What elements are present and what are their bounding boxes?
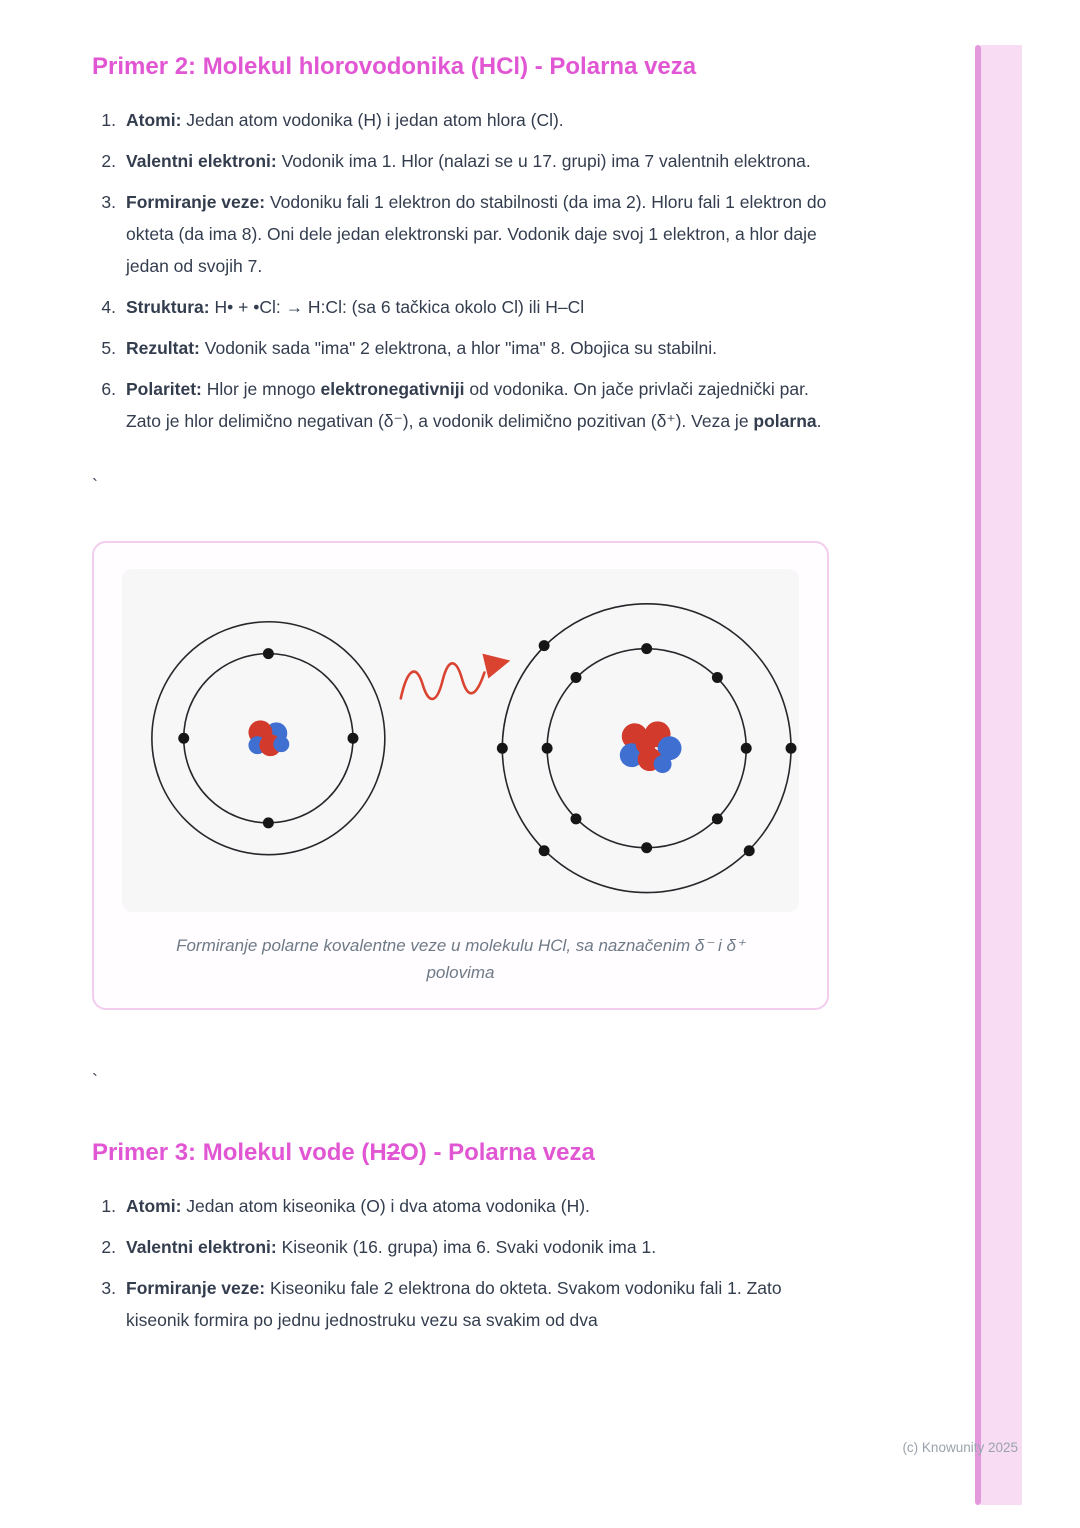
- title-suffix: O) - Polarna veza: [400, 1139, 595, 1167]
- list-item-text: Atomi: Jedan atom vodonika (H) i jedan atom hlora (Cl).: [126, 110, 564, 130]
- copyright-footer: (c) Knowunity 2025: [902, 1440, 1018, 1455]
- electron-dot: [263, 648, 274, 659]
- list-item-number: 2.: [101, 1237, 116, 1258]
- list-item-text: Rezultat: Vodonik sada "ima" 2 elektrona, a hlor "ima" 8. Obojica su stabilni.: [126, 338, 717, 358]
- hydrogen-atom: [152, 622, 385, 855]
- electron-dot: [497, 743, 508, 754]
- figure-caption: Formiranje polarne kovalentne veze u molekulu HCl, sa naznačenim δ⁻ i δ⁺ polovima: [176, 936, 745, 983]
- electron-dot: [641, 842, 652, 853]
- list-item-number: 1.: [101, 1196, 116, 1217]
- electron-dot: [744, 845, 755, 856]
- chlorine-atom: [497, 604, 797, 893]
- list-item-number: 2.: [101, 151, 116, 171]
- list-item-number: 5.: [101, 338, 116, 358]
- electron-transfer-arrow: [401, 654, 511, 699]
- list-item-text: Formiranje veze: Vodoniku fali 1 elektron do stabilnosti (da ima 2). Hloru fali 1 elektron do okteta (da ima 8). Oni dele jedan elektronski par. Vodonik daje svoj 1 elektron, a hlor daje jedan od svojih 7.: [126, 192, 827, 276]
- subscript-two: 2: [386, 1139, 401, 1167]
- electron-dot: [178, 733, 189, 744]
- list-item: [92, 1190, 832, 1222]
- electron-dot: [571, 672, 582, 683]
- list-item: [92, 145, 832, 177]
- list-item-number: 3.: [101, 192, 116, 212]
- list-item-text: Formiranje veze: Kiseoniku fale 2 elektrona do okteta. Svakom vodoniku fali 1. Zato kiseonik formira po jednu jednostruku vezu sa svakim od dva: [126, 1278, 782, 1331]
- electron-dot: [712, 672, 723, 683]
- list-item-number: 3.: [101, 1278, 116, 1299]
- hcl-steps-list: [92, 104, 832, 437]
- h2o-steps-list: [92, 1190, 832, 1336]
- atom-diagram-panel: [122, 569, 799, 912]
- electron-dot: [571, 813, 582, 824]
- list-item-text: Atomi: Jedan atom kiseonika (O) i dva atoma vodonika (H).: [126, 1196, 590, 1217]
- page-edge-accent-band: [981, 45, 1022, 1505]
- electron-dot: [786, 743, 797, 754]
- list-item-text: Valentni elektroni: Kiseonik (16. grupa) ima 6. Svaki vodonik ima 1.: [126, 1237, 657, 1258]
- hcl-bond-figure: [92, 541, 829, 1010]
- section-title-h2o: [92, 1138, 832, 1168]
- stray-backtick-2: `: [92, 1071, 98, 1092]
- electron-dot: [542, 743, 553, 754]
- electron-dot: [641, 643, 652, 654]
- title-prefix: Primer 3: Molekul vode (H: [92, 1139, 387, 1167]
- list-item: [92, 1272, 832, 1336]
- list-item-text: Valentni elektroni: Vodonik ima 1. Hlor (nalazi se u 17. grupi) ima 7 valentnih elektrona.: [126, 151, 811, 171]
- stray-backtick-1: `: [92, 476, 98, 496]
- electron-dot: [712, 813, 723, 824]
- atom-bond-illustration: [122, 569, 799, 912]
- list-item: [92, 1231, 832, 1263]
- document-content: [92, 0, 832, 1345]
- electron-dot: [741, 743, 752, 754]
- list-item: [92, 186, 832, 282]
- list-item-text: Polaritet: Hlor je mnogo elektronegativniji od vodonika. On jače privlači zajednički par. Zato je hlor delimično negativan (δ⁻), a vodonik delimično pozitivan (δ⁺). Veza je polarna.: [126, 379, 822, 431]
- section-title-hcl: Primer 2: Molekul hlorovodonika (HCl) - Polarna veza: [92, 53, 697, 80]
- electron-dot: [263, 817, 274, 828]
- electron-dot: [348, 733, 359, 744]
- nucleus: [248, 720, 289, 756]
- electron-dot: [539, 845, 550, 856]
- list-item-number: 4.: [101, 297, 116, 317]
- list-item-number: 1.: [101, 110, 116, 130]
- list-item-number: 6.: [101, 379, 116, 399]
- list-item-text: Struktura: H• + •Cl: → H:Cl: (sa 6 tačkica okolo Cl) ili H–Cl: [126, 297, 585, 317]
- nucleus: [620, 721, 682, 773]
- arrowhead: [482, 654, 510, 679]
- electron-dot: [539, 640, 550, 651]
- list-item: [92, 373, 832, 437]
- list-item: [92, 291, 832, 323]
- list-item: [92, 104, 832, 136]
- list-item: [92, 332, 832, 364]
